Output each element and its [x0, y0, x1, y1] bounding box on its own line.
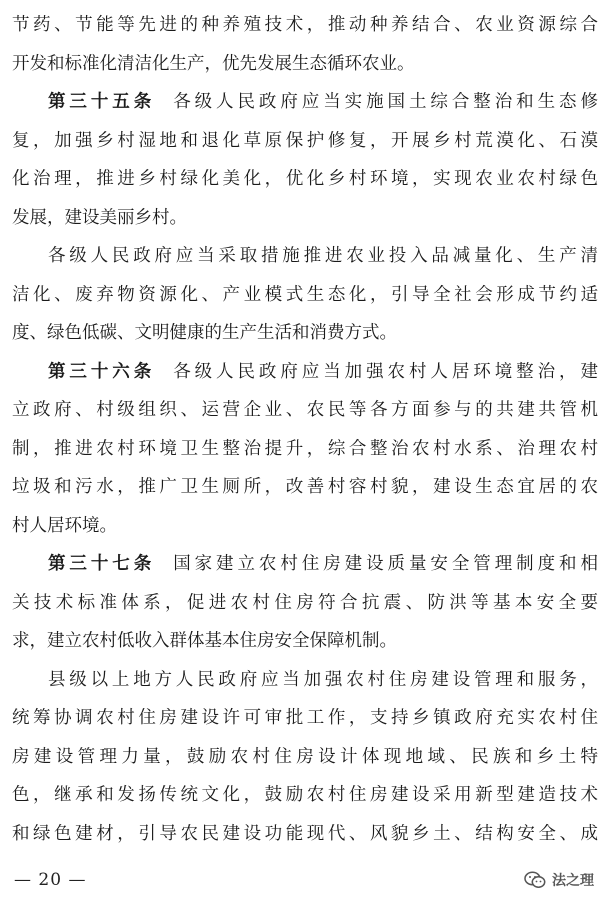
line-text: 村人居环境。 [12, 515, 117, 536]
watermark-text: 法之理 [552, 873, 594, 889]
text-line [12, 237, 598, 276]
line-text: 房建设管理力量，鼓励农村住房设计体现地域、民族和乡土特 [12, 746, 598, 767]
line-text: 发展，建设美丽乡村。 [12, 207, 187, 228]
text-line [12, 622, 598, 661]
line-text: 关技术标准体系，促进农村住房符合抗震、防洪等基本安全要 [12, 592, 598, 613]
line-text: 度、绿色低碳、文明健康的生产生活和消费方式。 [12, 323, 397, 343]
line-text: 化治理，推进乡村绿化美化，优化乡村环境，实现农业农村绿色 [12, 169, 598, 189]
line-text: 国家建立农村住房建设质量安全管理制度和相 [173, 554, 598, 574]
line-text: 各级人民政府应当加强农村人居环境整治，建 [173, 361, 598, 382]
text-line [12, 584, 598, 623]
line-text: 复，加强乡村湿地和退化草原保护修复，开展乡村荒漠化、石漠 [12, 130, 598, 151]
line-text: 制，推进农村环境卫生整治提升，综合整治农村水系、治理农村 [12, 438, 598, 459]
line-text: 各级人民政府应当采取措施推进农业投入品减量化、生产清 [48, 246, 598, 266]
text-line [12, 815, 598, 854]
line-text: 色，继承和发扬传统文化，鼓励农村住房建设采用新型建造技术 [12, 785, 598, 805]
wechat-icon [524, 871, 546, 889]
text-line [12, 6, 598, 45]
text-line [12, 738, 598, 777]
text-line [12, 545, 598, 584]
text-line [12, 199, 598, 238]
watermark [524, 870, 594, 890]
text-line [12, 122, 598, 161]
line-text: 求，建立农村低收入群体基本住房安全保障机制。 [12, 631, 397, 651]
text-line [12, 507, 598, 546]
line-text: 洁化、废弃物资源化、产业模式生态化，引导全社会形成节约适 [12, 284, 598, 305]
text-line [12, 468, 598, 507]
article-label: 第三十七条 [48, 554, 156, 574]
text-line [12, 45, 598, 84]
text-line [12, 83, 598, 122]
text-line [12, 391, 598, 430]
line-text: 垃圾和污水，推广卫生厕所，改善村容村貌，建设生态宜居的农 [12, 477, 598, 497]
article-label: 第三十五条 [48, 92, 156, 112]
line-text: 开发和标准化清洁化生产，优先发展生态循环农业。 [12, 53, 415, 74]
line-text: 节药、节能等先进的种养殖技术，推动种养结合、农业资源综合 [12, 15, 598, 35]
line-text: 各级人民政府应当实施国土综合整治和生态修 [173, 92, 598, 112]
line-text: 统筹协调农村住房建设许可审批工作，支持乡镇政府充实农村住 [12, 708, 598, 728]
text-line [12, 661, 598, 700]
text-line [12, 699, 598, 738]
text-line [12, 776, 598, 815]
page-footer [0, 866, 608, 896]
text-line [12, 314, 598, 353]
article-label: 第三十六条 [48, 361, 156, 382]
text-line [12, 430, 598, 469]
line-text: 县级以上地方人民政府应当加强农村住房建设管理和服务， [48, 669, 598, 690]
page-number: — 20 — [14, 870, 87, 890]
text-line [12, 276, 598, 315]
line-text: 和绿色建材，引导农民建设功能现代、风貌乡土、结构安全、成 [12, 823, 598, 844]
text-line [12, 160, 598, 199]
line-text: 立政府、村级组织、运营企业、农民等各方面参与的共建共管机 [12, 400, 598, 420]
document-body [12, 6, 598, 853]
text-line [12, 353, 598, 392]
